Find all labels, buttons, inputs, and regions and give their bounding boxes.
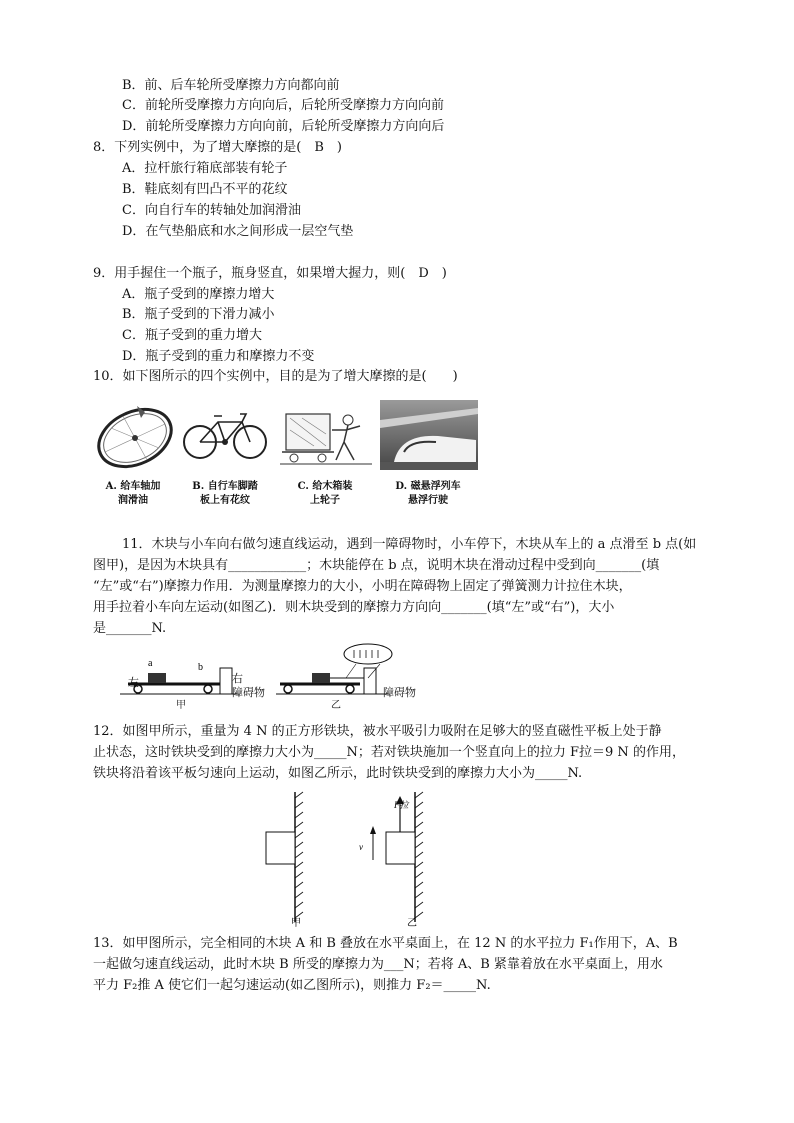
caption-b-line1: B. 自行车脚踏: [192, 481, 258, 492]
iron-block-yi: [386, 832, 415, 864]
q12-magnetic-plate-figure: [255, 790, 455, 930]
q11-label-yi: 乙: [331, 700, 341, 711]
q7-option-b: B．前、后车轮所受摩擦力方向都向前: [122, 78, 340, 93]
q8-option-c: C．向自行车的转轴处加润滑油: [122, 203, 301, 218]
q8-option-a: A．拉杆旅行箱底部装有轮子: [122, 161, 288, 176]
q12-label-jia: 甲: [291, 918, 301, 929]
q11-label-b: b: [198, 662, 203, 673]
bicycle-image: [180, 400, 270, 470]
wooden-box-cart-image: [280, 400, 375, 470]
q11-line-3: “左”或“右”)摩擦力作用．为测量摩擦力的大小，小明在障碍物上固定了弹簧测力计拉住木块，: [93, 579, 632, 594]
q12-line-1: 12．如图甲所示，重量为 4 N 的正方形铁块，被水平吸引力吸附在足够大的竖直磁性平板上处于静: [93, 724, 662, 739]
caption-a-line2: 润滑油: [118, 495, 148, 506]
q10-stem: 10．如下图所示的四个实例中，目的是为了增大摩擦的是( ): [93, 369, 458, 384]
q12-label-f: F拉: [394, 800, 409, 810]
q11-line-1: 11．木块与小车向右做匀速直线运动，遇到一障碍物时，小车停下，木块从车上的 a 点滑至 b 点(如: [122, 537, 697, 552]
caption-d-line1: D. 磁悬浮列车: [395, 481, 461, 492]
q9-option-b: B．瓶子受到的下滑力减小: [122, 307, 275, 322]
q12-line-2: 止状态，这时铁块受到的摩擦力大小为_____N；若对铁块施加一个竖直向上的拉力 F拉＝9 N 的作用，: [93, 745, 685, 760]
q12-line-3: 铁块将沿着该平板匀速向上运动，如图乙所示，此时铁块受到的摩擦力大小为_____N.: [93, 766, 583, 781]
maglev-train-image: [380, 400, 478, 470]
q9-option-c: C．瓶子受到的重力增大: [122, 328, 262, 343]
q8-option-b: B．鞋底刻有凹凸不平的花纹: [122, 182, 288, 197]
q9-option-a: A．瓶子受到的摩擦力增大: [122, 287, 275, 302]
q8-option-d: D．在气垫船底和水之间形成一层空气垫: [122, 224, 354, 239]
q13-line-3: 平力 F₂推 A 使它们一起匀速运动(如乙图所示)，则推力 F₂＝_____N.: [93, 978, 491, 993]
block-a: [148, 673, 166, 683]
q7-option-d: D．前轮所受摩擦力方向向前，后轮所受摩擦力方向向后: [122, 119, 445, 134]
q11-label-left: 左: [128, 676, 139, 689]
caption-a-line1: A. 给车轴加: [105, 481, 161, 492]
velocity-arrow: [370, 826, 376, 834]
q11-label-obstacle-1: 障碍物: [232, 686, 265, 699]
q11-label-obstacle-2: 障碍物: [383, 686, 416, 699]
q11-line-4: 用手拉着小车向左运动(如图乙)．则木块受到的摩擦力方向向_______(填“左”或“右”)，大小: [93, 600, 615, 615]
q12-label-v: v: [359, 842, 363, 852]
wheel-axle-image: [93, 400, 177, 470]
q11-line-2: 图甲)，是因为木块具有____________；木块能停在 b 点，说明木块在滑动过程中受到向_______(填: [93, 558, 660, 573]
q13-line-1: 13．如甲图所示，完全相同的木块 A 和 B 叠放在水平桌面上，在 12 N 的水平拉力 F₁作用下，A、B: [93, 936, 678, 951]
q9-option-d: D．瓶子受到的重力和摩擦力不变: [122, 349, 315, 364]
q11-label-a: a: [148, 658, 153, 669]
q11-label-jia: 甲: [176, 700, 186, 711]
q11-label-right: 右: [232, 672, 243, 685]
caption-d-line2: 悬浮行驶: [408, 495, 448, 506]
caption-c-line1: C. 给木箱装: [297, 481, 353, 492]
iron-block-jia: [266, 832, 295, 864]
q12-label-yi: 乙: [407, 918, 417, 929]
caption-b-line2: 板上有花纹: [200, 495, 250, 506]
caption-c-line2: 上轮子: [310, 495, 340, 506]
q8-stem: 8．下列实例中，为了增大摩擦的是( B ): [93, 140, 342, 155]
q13-line-2: 一起做匀速直线运动，此时木块 B 所受的摩擦力为___N；若将 A、B 紧靠着放在水平桌面上，用水: [93, 957, 663, 972]
spring-scale-zoom: [344, 644, 392, 664]
q7-option-c: C．前轮所受摩擦力方向向后，后轮所受摩擦力方向向前: [122, 98, 444, 113]
q9-stem: 9．用手握住一个瓶子，瓶身竖直，如果增大握力，则( D ): [93, 266, 447, 281]
q11-line-5: 是_______N.: [93, 621, 167, 636]
